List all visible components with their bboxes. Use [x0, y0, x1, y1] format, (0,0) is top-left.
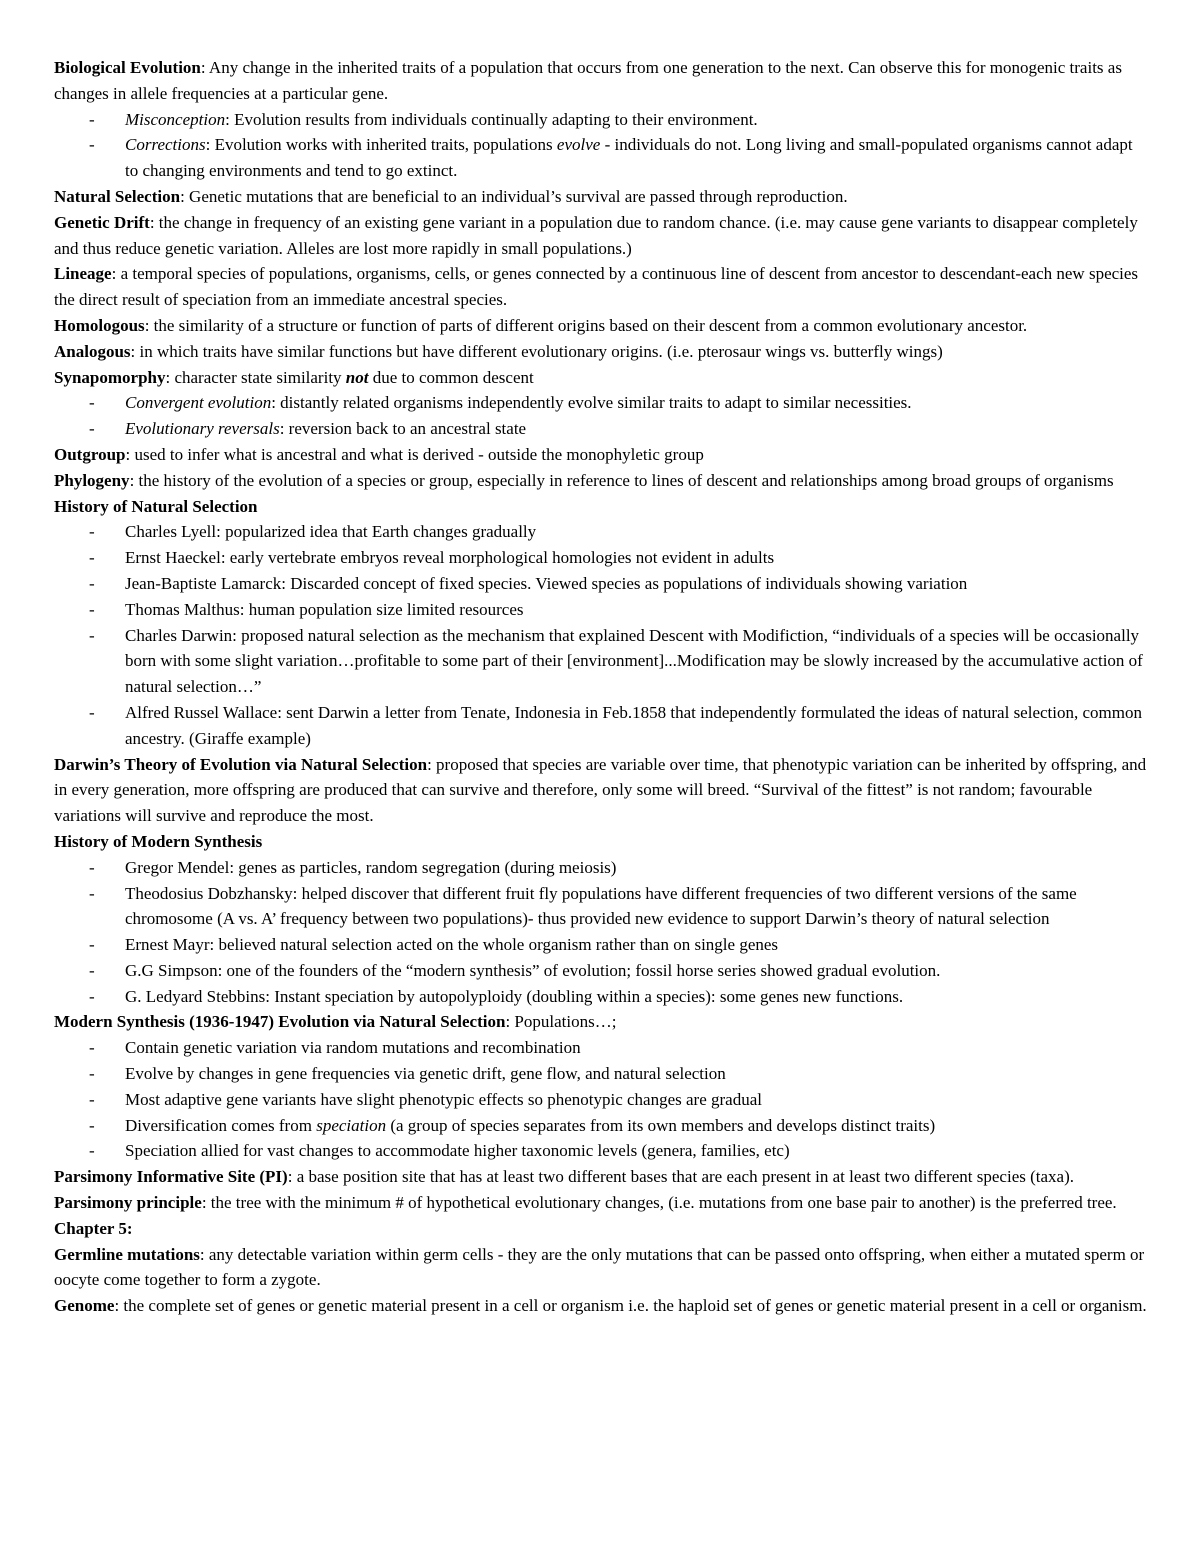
definition-text: : any detectable variation within germ cells - they are the only mutations that can be passed onto offspring, when either a mutated sperm or oocyte come together to form a zygote. [54, 1244, 1145, 1290]
term: Parsimony principle [54, 1193, 202, 1213]
definition-text: : a temporal species of populations, organisms, cells, or genes connected by a continuous line of descent from ancestor to descendant-each new species the direct result of speciation from an immediate ancestral species. [54, 264, 1139, 310]
list-item [54, 416, 1150, 442]
item-text: : Evolution results from individuals continually adapting to their environment. [225, 109, 758, 129]
definition-phylogeny [54, 468, 1150, 494]
term: Natural Selection [54, 186, 181, 206]
list-item: - Jean-Baptiste Lamarck: Discarded concept of fixed species. Viewed species as populations of individuals showing variation [54, 571, 1150, 597]
definition-natural-selection [54, 184, 1150, 210]
definition-modern-synthesis [54, 1009, 1150, 1035]
item-emphasis: speciation [316, 1115, 387, 1135]
list-item: - Theodosius Dobzhansky: helped discover that different fruit fly populations have different frequencies of two different versions of the same chromosome (A vs. A’ frequency between two populations)- thus provided new evidence to support Darwin’s theory of natural selection [54, 881, 1150, 933]
definition-text: : Populations…; [505, 1012, 617, 1032]
definition-text: : the complete set of genes or genetic material present in a cell or organism i.e. the haploid set of genes or genetic material present in a cell or organism. [114, 1296, 1147, 1316]
list-item: - Charles Lyell: popularized idea that Earth changes gradually [54, 519, 1150, 545]
definition-genetic-drift [54, 210, 1150, 262]
item-text: Diversification comes from [125, 1115, 317, 1135]
section-heading: Chapter 5: [54, 1218, 133, 1238]
bullet-list [54, 519, 1150, 751]
emphasis: not [345, 367, 369, 387]
term: Darwin’s Theory of Evolution via Natural Selection [54, 754, 428, 774]
item-label: Evolutionary reversals [125, 419, 280, 439]
item-text: : Evolution works with inherited traits, populations [205, 135, 557, 155]
definition-text: : Any change in the inherited traits of a population that occurs from one generation to the next. Can observe this for monogenic traits as changes in allele frequencies at a particular gene. [54, 58, 1122, 103]
bullet-list [54, 855, 1150, 1010]
item-text: : distantly related organisms independently evolve similar traits to adapt to similar necessities. [271, 393, 912, 413]
list-item: - Charles Darwin: proposed natural selection as the mechanism that explained Descent with Modifiction, “individuals of a species will be occasionally born with some slight variation…profitable to some part of their [environment]...Modification may be slowly increased by the accumulative action of natural selection…” [54, 623, 1150, 700]
term: Modern Synthesis (1936-1947) Evolution via Natural Selection [54, 1012, 506, 1032]
section-heading: History of Modern Synthesis [54, 831, 263, 851]
list-item: - Speciation allied for vast changes to accommodate higher taxonomic levels (genera, families, etc) [54, 1138, 1150, 1164]
term: Homologous [54, 315, 145, 335]
list-item [54, 390, 1150, 416]
definition-parsimony-principle [54, 1190, 1150, 1216]
definition-text: : the history of the evolution of a species or group, especially in reference to lines of descent and relationships among broad groups of organisms [129, 470, 1114, 490]
list-item: - Ernst Haeckel: early vertebrate embryos reveal morphological homologies not evident in adults [54, 545, 1150, 571]
term: Parsimony Informative Site (PI) [54, 1167, 288, 1187]
definition-text: : Genetic mutations that are beneficial to an individual’s survival are passed through reproduction. [180, 186, 848, 206]
list-item: - G.G Simpson: one of the founders of the “modern synthesis” of evolution; fossil horse series showed gradual evolution. [54, 958, 1150, 984]
item-text: : reversion back to an ancestral state [279, 419, 527, 439]
list-item: - G. Ledyard Stebbins: Instant speciation by autopolyploidy (doubling within a species): some genes new functions. [54, 984, 1150, 1010]
bullet-list [54, 1035, 1150, 1164]
definition-homologous [54, 313, 1150, 339]
definition-text: : used to infer what is ancestral and what is derived - outside the monophyletic group [125, 444, 704, 464]
list-item: - Evolve by changes in gene frequencies via genetic drift, gene flow, and natural selection [54, 1061, 1150, 1087]
list-item: - Most adaptive gene variants have slight phenotypic effects so phenotypic changes are gradual [54, 1087, 1150, 1113]
definition-text: : character state similarity [165, 367, 346, 387]
term: Outgroup [54, 444, 126, 464]
term: Synapomorphy [54, 367, 166, 387]
term: Phylogeny [54, 470, 130, 490]
term: Lineage [54, 264, 112, 284]
term: Genome [54, 1296, 115, 1316]
definition-germline-mutations [54, 1242, 1150, 1294]
term: Analogous [54, 341, 131, 361]
definition-lineage [54, 261, 1150, 313]
definition-text: : a base position site that has at least two different bases that are each present in at least two different species (taxa). [287, 1167, 1075, 1187]
definition-text: : in which traits have similar functions but have different evolutionary origins. (i.e. pterosaur wings vs. butterfly wings) [130, 341, 943, 361]
definition-text: : proposed that species are variable over time, that phenotypic variation can be inherited by offspring, and in every generation, more offspring are produced that can survive and therefore, only some will breed. “Survival of the fittest” is not random; favourable variations will survive and reproduce the most. [54, 754, 1147, 826]
definition-biological-evolution [54, 55, 1150, 107]
term: Biological Evolution [54, 58, 201, 77]
definition-analogous [54, 339, 1150, 365]
definition-synapomorphy [54, 365, 1150, 391]
bullet-list [54, 107, 1150, 184]
list-item [54, 1113, 1150, 1139]
definition-text: : the similarity of a structure or function of parts of different origins based on their descent from a common evolutionary ancestor. [144, 315, 1028, 335]
list-item: - Gregor Mendel: genes as particles, random segregation (during meiosis) [54, 855, 1150, 881]
list-item: - Contain genetic variation via random mutations and recombination [54, 1035, 1150, 1061]
definition-text: : the tree with the minimum # of hypothetical evolutionary changes, (i.e. mutations from one base pair to another) is the preferred tree. [201, 1193, 1117, 1213]
item-text: - individuals do not. Long living and small-populated organisms cannot adapt to changing environments and tend to go extinct. [125, 135, 1133, 181]
definition-darwins-theory [54, 752, 1150, 829]
list-item: - Thomas Malthus: human population size limited resources [54, 597, 1150, 623]
bullet-list [54, 390, 1150, 442]
item-text: (a group of species separates from its own members and develops distinct traits) [386, 1115, 936, 1135]
item-label: Corrections [125, 135, 206, 155]
list-item: - Alfred Russel Wallace: sent Darwin a letter from Tenate, Indonesia in Feb.1858 that independently formulated the ideas of natural selection, common ancestry. (Giraffe example) [54, 700, 1150, 752]
list-item [54, 132, 1150, 184]
item-label: Misconception [125, 109, 226, 129]
term: Genetic Drift [54, 212, 150, 232]
definition-genome [54, 1293, 1150, 1319]
definition-parsimony-informative-site [54, 1164, 1150, 1190]
definition-text: due to common descent [368, 367, 534, 387]
list-item [54, 107, 1150, 133]
item-label: Convergent evolution [125, 393, 272, 413]
term: Germline mutations [54, 1244, 200, 1264]
item-emphasis: evolve [556, 135, 601, 155]
list-item: - Ernest Mayr: believed natural selection acted on the whole organism rather than on single genes [54, 932, 1150, 958]
definition-outgroup [54, 442, 1150, 468]
document-page [54, 55, 1150, 1319]
definition-text: : the change in frequency of an existing gene variant in a population due to random chance. (i.e. may cause gene variants to disappear completely and thus reduce genetic variation. Alleles are lost more rapidly in small populations.) [54, 212, 1138, 258]
section-heading: History of Natural Selection [54, 496, 258, 516]
